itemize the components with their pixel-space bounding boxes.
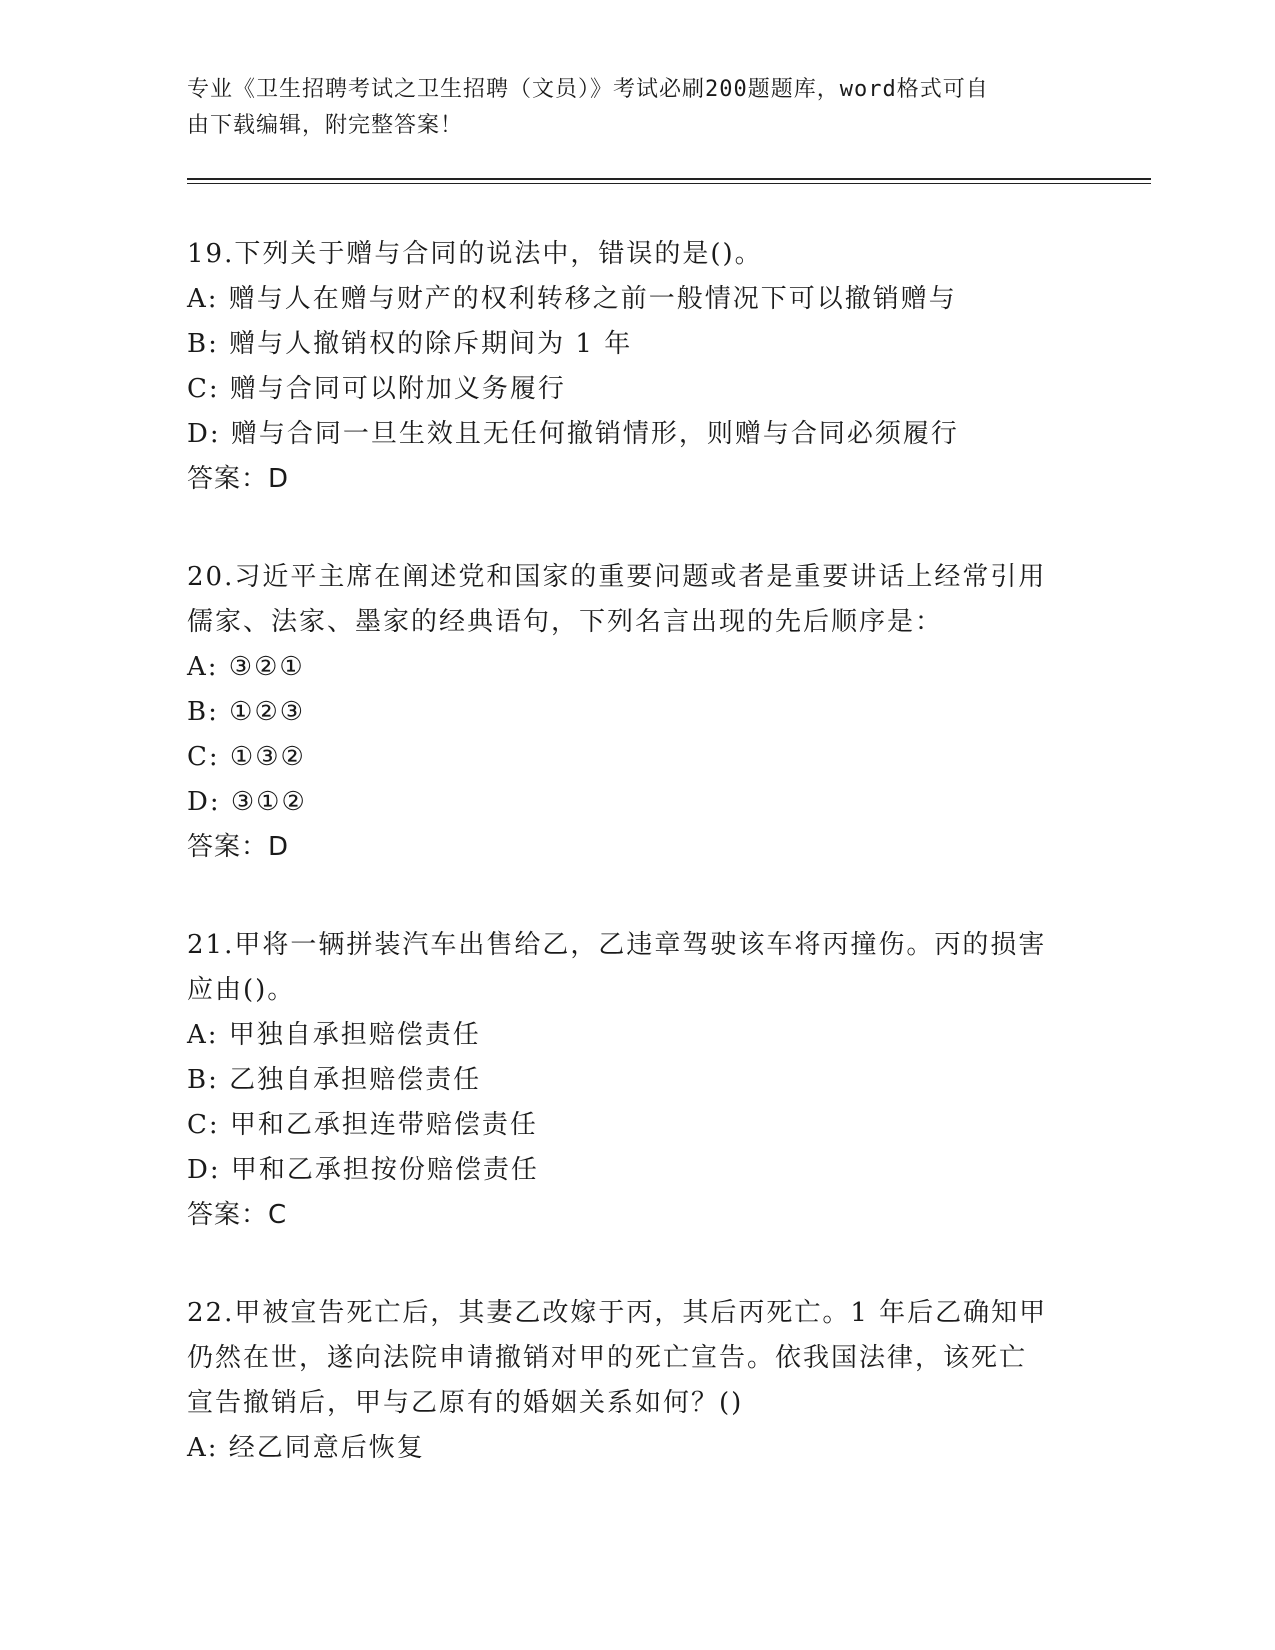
header-line-2: 由下载编辑，附完整答案！ xyxy=(187,113,464,138)
question-21 xyxy=(187,923,1087,1238)
option-a: A: 甲独自承担赔偿责任 xyxy=(187,1020,481,1050)
question-stem xyxy=(187,1291,1087,1426)
question-list xyxy=(187,232,1087,1524)
option-d: D: 赠与合同一旦生效且无任何撤销情形，则赠与合同必须履行 xyxy=(187,419,959,449)
option-b: B: 赠与人撤销权的除斥期间为 1 年 xyxy=(187,329,633,359)
stem-line: 20.习近平主席在阐述党和国家的重要问题或者是重要讲话上经常引用 xyxy=(187,562,1047,592)
answer-label: 答案：D xyxy=(187,832,290,862)
stem-line: 仍然在世，遂向法院申请撤销对甲的死亡宣告。依我国法律，该死亡 xyxy=(187,1343,1028,1373)
header-divider-thick xyxy=(187,178,1151,180)
question-stem xyxy=(187,555,1087,645)
option-b: B: 乙独自承担赔偿责任 xyxy=(187,1065,482,1095)
option-a: A: 经乙同意后恢复 xyxy=(187,1433,425,1463)
question-19 xyxy=(187,232,1087,502)
header-divider-thin xyxy=(187,183,1151,184)
question-22 xyxy=(187,1291,1087,1471)
option-a: A: 赠与人在赠与财产的权利转移之前一般情况下可以撤销赠与 xyxy=(187,284,957,314)
option-c: C: ①③② xyxy=(187,742,306,772)
stem-line: 宣告撤销后，甲与乙原有的婚姻关系如何？() xyxy=(187,1388,744,1418)
option-c: C: 甲和乙承担连带赔偿责任 xyxy=(187,1110,538,1140)
stem-line: 21.甲将一辆拼装汽车出售给乙，乙违章驾驶该车将丙撞伤。丙的损害 xyxy=(187,930,1047,960)
option-c: C: 赠与合同可以附加义务履行 xyxy=(187,374,566,404)
answer-label: 答案：C xyxy=(187,1200,288,1230)
stem-line: 应由()。 xyxy=(187,975,296,1005)
stem-line: 22.甲被宣告死亡后，其妻乙改嫁于丙，其后丙死亡。1 年后乙确知甲 xyxy=(187,1298,1048,1328)
question-20 xyxy=(187,555,1087,870)
answer-label: 答案：D xyxy=(187,464,290,494)
stem-line: 儒家、法家、墨家的经典语句，下列名言出现的先后顺序是： xyxy=(187,607,944,637)
option-a: A: ③②① xyxy=(187,652,305,682)
document-header xyxy=(187,72,1067,144)
option-d: D: 甲和乙承担按份赔偿责任 xyxy=(187,1155,539,1185)
question-stem xyxy=(187,232,1087,277)
option-d: D: ③①② xyxy=(187,787,307,817)
option-b: B: ①②③ xyxy=(187,697,306,727)
header-line-1: 专业《卫生招聘考试之卫生招聘（文员）》考试必刷200题题库，word格式可自 xyxy=(187,77,989,102)
question-stem xyxy=(187,923,1087,1013)
stem-line: 19.下列关于赠与合同的说法中，错误的是()。 xyxy=(187,239,763,269)
